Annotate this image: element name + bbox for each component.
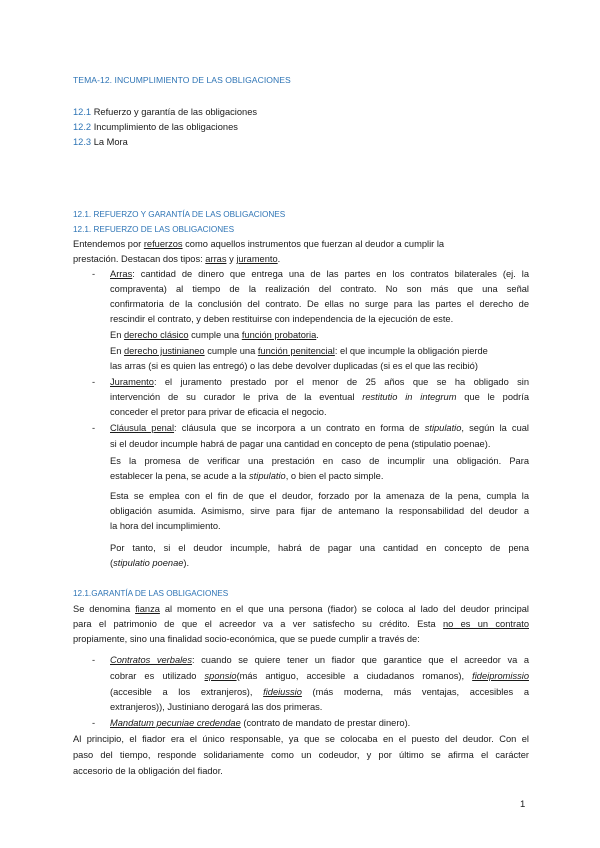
paragraph-line: En derecho justinianeo cumple una función penitencial: el que incumple la obligación pierde: [110, 346, 488, 356]
list-item-mandatum: Mandatum pecuniae credendae (contrato de mandato de prestar dinero).: [110, 718, 411, 728]
toc-number: 12.3: [73, 137, 92, 147]
paragraph-line: Por tanto, si el deudor incumple, habrá de pagar una cantidad en concepto de pena: [110, 543, 529, 553]
bullet-marker: -: [92, 423, 96, 433]
toc-number: 12.1: [73, 107, 92, 117]
bullet-marker: -: [92, 655, 96, 665]
list-item-juramento: Juramento: el juramento prestado por el menor de 25 años que se ha obligado sin: [110, 377, 529, 387]
bullet-marker: -: [92, 718, 96, 728]
section-heading: 12.1.GARANTÍA DE LAS OBLIGACIONES: [73, 589, 229, 598]
section-heading: 12.1. REFUERZO Y GARANTÍA DE LAS OBLIGACIONES: [73, 210, 286, 219]
subsection-heading: 12.1. REFUERZO DE LAS OBLIGACIONES: [73, 225, 235, 234]
toc-label: Incumplimiento de las obligaciones: [93, 122, 238, 132]
paragraph-line: extranjeros)), Justiniano derogará las dos primeras.: [110, 702, 323, 712]
paragraph-line: intervención de su curador le priva de la eventual restitutio in integrum que le podría: [110, 392, 530, 402]
paragraph-line: cobrar es utilizado sponsio(más antiguo, accesible a ciudadanos romanos), fideipromissio: [110, 671, 529, 681]
paragraph-line: Es la promesa de verificar una prestación en caso de incumplir una obligación. Para: [110, 456, 529, 466]
paragraph-line: Al principio, el fiador era el único responsable, ya que se colocaba en el puesto del deudor. Con el: [73, 734, 529, 744]
list-item-contratos-verbales: Contratos verbales: cuando se quiere tener un fiador que garantice que el acreedor va a: [110, 655, 529, 665]
paragraph-line: Se denomina fianza al momento en el que una persona (fiador) se coloca al lado del deudor principal: [73, 604, 529, 614]
paragraph-line: para el patrimonio de que el acreedor va a ver satisfecho su crédito. Esta no es un contrato: [73, 619, 529, 629]
paragraph-line: rescindir el contrato, y deben restituirse con independencia de la ejecución de este.: [110, 314, 454, 324]
paragraph-line: la hora del incumplimiento.: [110, 521, 221, 531]
list-item-arras: Arras: cantidad de dinero que entrega una de las partes en los contratos bilaterales (ej. la: [110, 269, 529, 279]
term-fianza: fianza: [135, 604, 160, 614]
page-number: 1: [520, 799, 526, 810]
document-title: TEMA-12. INCUMPLIMIENTO DE LAS OBLIGACIONES: [73, 75, 291, 85]
term-refuerzos: refuerzos: [143, 239, 183, 249]
toc-item[interactable]: [73, 136, 128, 148]
paragraph-line: las arras (si es quien las entregó) o las debe devolver duplicadas (si es el que las recibió): [110, 361, 478, 371]
term-juramento: juramento: [236, 254, 278, 264]
paragraph-line: prestación. Destacan dos tipos: arras y juramento.: [73, 254, 281, 264]
paragraph-line: accesorio de la obligación del fiador.: [73, 766, 223, 776]
paragraph-line: (stipulatio poenae).: [110, 558, 190, 568]
toc-label: Refuerzo y garantía de las obligaciones: [93, 107, 258, 117]
list-item-clausula-penal: Cláusula penal: cláusula que se incorpora a un contrato en forma de stipulatio, según la cual: [110, 423, 529, 433]
paragraph-line: obligación asumida. Asimismo, sirve para fijar de antemano la responsabilidad del deudor a: [110, 506, 529, 516]
paragraph-line: establecer la pena, se acude a la stipulatio, o bien el pacto simple.: [110, 471, 384, 481]
toc-label: La Mora: [93, 137, 128, 147]
bullet-marker: -: [92, 269, 96, 279]
toc-number: 12.2: [73, 122, 92, 132]
paragraph-line: Entendemos por refuerzos como aquellos instrumentos que fuerzan al deudor a cumplir la: [73, 239, 445, 249]
paragraph-line: confirmatoria de la conclusión del contrato. De ellas no surge para las partes el derecho de: [110, 299, 529, 309]
paragraph-line: Esta se emplea con el fin de que el deudor, forzado por la amenaza de la pena, cumpla la: [110, 491, 529, 501]
paragraph-line: En derecho clásico cumple una función probatoria.: [110, 330, 319, 340]
paragraph-line: paso del tiempo, responde solidariamente como un codeudor, y por último se afirma el carácter: [73, 750, 529, 760]
term-arras: arras: [205, 254, 227, 264]
paragraph-line: compraventa) al tiempo de la realización del contrato. No son más que una señal: [110, 284, 529, 294]
paragraph-line: si el deudor incumple habrá de pagar una cantidad en concepto de pena (stipulatio poenae).: [110, 439, 491, 449]
paragraph-line: conceder el pretor para privar de eficacia el negocio.: [110, 407, 327, 417]
paragraph-line: propiamente, sino una finalidad socio-económica, que se puede cumplir a través de:: [73, 634, 420, 644]
bullet-marker: -: [92, 377, 96, 387]
toc-item[interactable]: [73, 121, 238, 133]
paragraph-line: (accesible a los extranjeros), fideiussio (más moderna, más ventajas, accesibles a: [110, 687, 529, 697]
toc-item[interactable]: [73, 106, 257, 118]
